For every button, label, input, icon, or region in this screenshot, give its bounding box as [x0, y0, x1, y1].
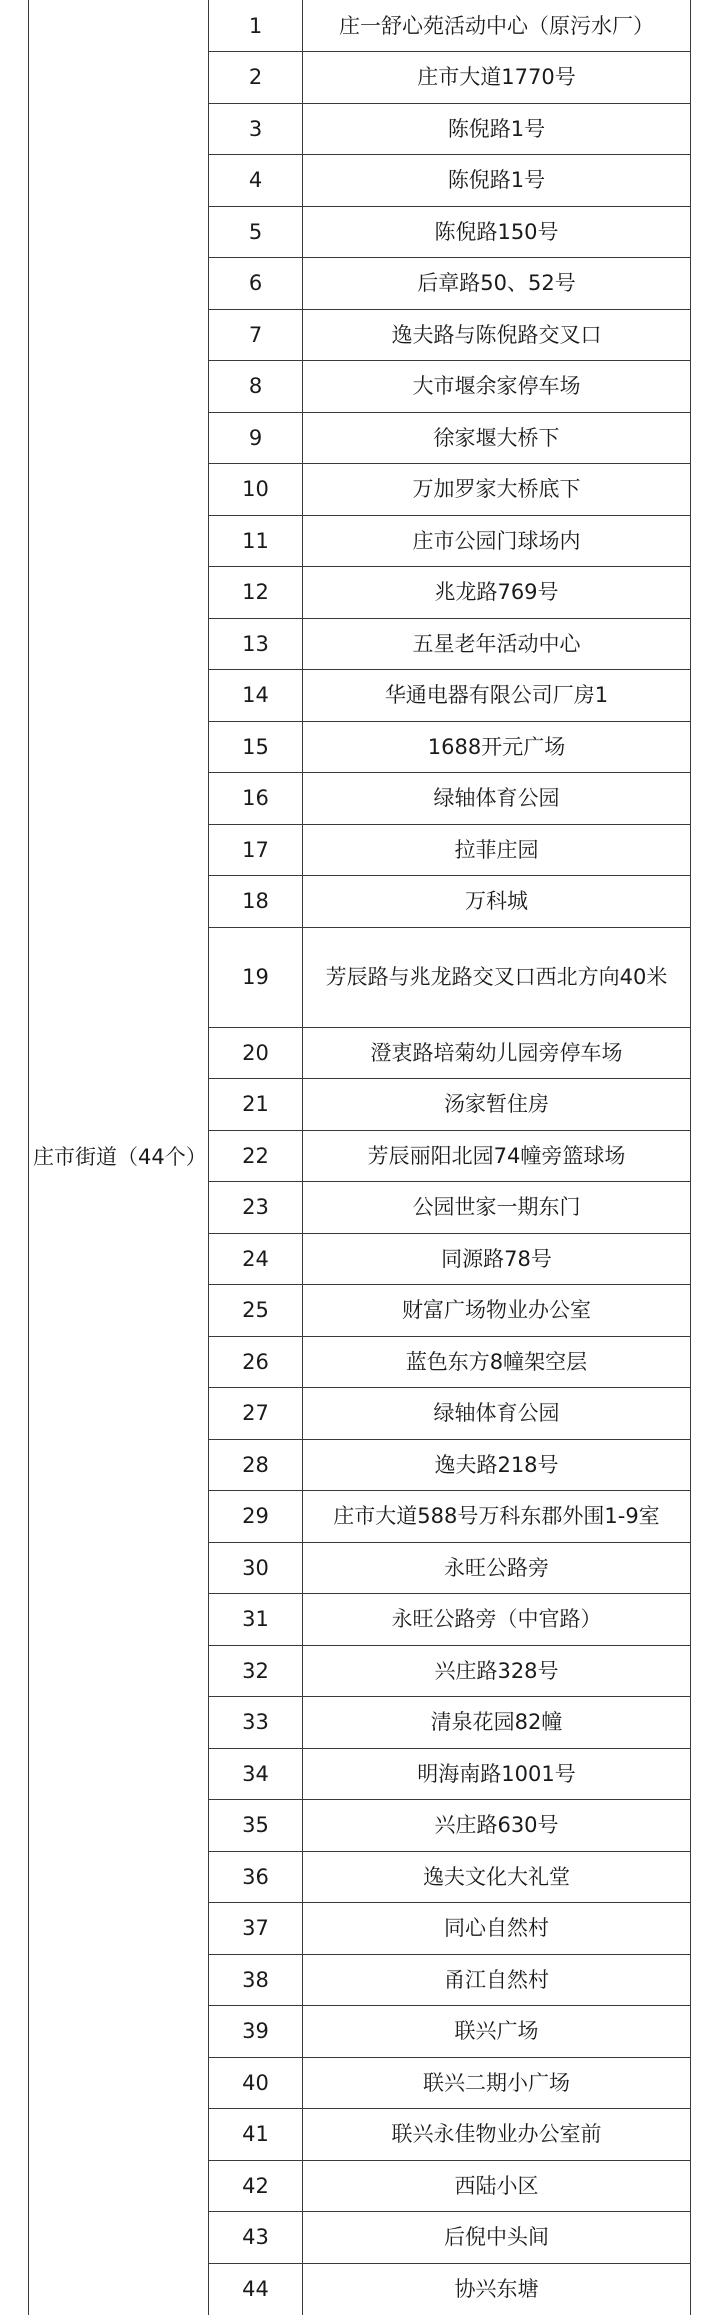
address-cell: 兴庄路328号	[303, 1645, 691, 1697]
address-cell: 逸夫文化大礼堂	[303, 1851, 691, 1903]
address-cell: 协兴东塘	[303, 2263, 691, 2315]
row-number-cell: 37	[209, 1903, 303, 1955]
row-number-cell: 23	[209, 1182, 303, 1234]
row-number-cell: 40	[209, 2057, 303, 2109]
address-cell: 逸夫路与陈倪路交叉口	[303, 309, 691, 361]
address-cell: 庄一舒心苑活动中心（原污水厂）	[303, 0, 691, 52]
address-cell: 清泉花园82幢	[303, 1697, 691, 1749]
row-number-cell: 41	[209, 2109, 303, 2161]
address-cell: 绿轴体育公园	[303, 1388, 691, 1440]
row-number-cell: 16	[209, 773, 303, 825]
address-cell: 联兴二期小广场	[303, 2057, 691, 2109]
row-number-cell: 12	[209, 567, 303, 619]
row-number-cell: 30	[209, 1542, 303, 1594]
site-list-table	[28, 0, 691, 2315]
row-number-cell: 3	[209, 103, 303, 155]
address-cell: 蓝色东方8幢架空层	[303, 1336, 691, 1388]
row-number-cell: 32	[209, 1645, 303, 1697]
row-number-cell: 2	[209, 52, 303, 104]
row-number-cell: 6	[209, 258, 303, 310]
address-cell: 芳辰路与兆龙路交叉口西北方向40米	[303, 927, 691, 1027]
row-number-cell: 34	[209, 1748, 303, 1800]
address-cell: 后章路50、52号	[303, 258, 691, 310]
address-cell: 大市堰余家停车场	[303, 361, 691, 413]
address-cell: 永旺公路旁（中官路）	[303, 1594, 691, 1646]
address-cell: 联兴永佳物业办公室前	[303, 2109, 691, 2161]
address-cell: 五星老年活动中心	[303, 618, 691, 670]
row-number-cell: 21	[209, 1079, 303, 1131]
address-cell: 甬江自然村	[303, 1954, 691, 2006]
site-list-body	[29, 0, 691, 2315]
address-cell: 陈倪路1号	[303, 103, 691, 155]
address-cell: 兴庄路630号	[303, 1800, 691, 1852]
row-number-cell: 19	[209, 927, 303, 1027]
address-cell: 逸夫路218号	[303, 1439, 691, 1491]
row-number-cell: 31	[209, 1594, 303, 1646]
row-number-cell: 1	[209, 0, 303, 52]
row-number-cell: 27	[209, 1388, 303, 1440]
row-number-cell: 33	[209, 1697, 303, 1749]
address-cell: 徐家堰大桥下	[303, 412, 691, 464]
address-cell: 同心自然村	[303, 1903, 691, 1955]
row-number-cell: 9	[209, 412, 303, 464]
district-cell: 庄市街道（44个）	[29, 0, 209, 2315]
row-number-cell: 15	[209, 721, 303, 773]
row-number-cell: 18	[209, 876, 303, 928]
address-cell: 后倪中头间	[303, 2212, 691, 2264]
address-cell: 同源路78号	[303, 1233, 691, 1285]
row-number-cell: 25	[209, 1285, 303, 1337]
address-cell: 拉菲庄园	[303, 824, 691, 876]
address-cell: 永旺公路旁	[303, 1542, 691, 1594]
address-cell: 财富广场物业办公室	[303, 1285, 691, 1337]
row-number-cell: 8	[209, 361, 303, 413]
address-cell: 明海南路1001号	[303, 1748, 691, 1800]
address-cell: 庄市公园门球场内	[303, 515, 691, 567]
row-number-cell: 17	[209, 824, 303, 876]
row-number-cell: 22	[209, 1130, 303, 1182]
table-row	[29, 0, 691, 52]
address-cell: 华通电器有限公司厂房1	[303, 670, 691, 722]
row-number-cell: 13	[209, 618, 303, 670]
address-cell: 陈倪路1号	[303, 155, 691, 207]
row-number-cell: 20	[209, 1027, 303, 1079]
address-cell: 庄市大道1770号	[303, 52, 691, 104]
address-cell: 汤家暂住房	[303, 1079, 691, 1131]
row-number-cell: 11	[209, 515, 303, 567]
address-cell: 公园世家一期东门	[303, 1182, 691, 1234]
address-cell: 兆龙路769号	[303, 567, 691, 619]
row-number-cell: 26	[209, 1336, 303, 1388]
address-cell: 1688开元广场	[303, 721, 691, 773]
address-cell: 万科城	[303, 876, 691, 928]
row-number-cell: 4	[209, 155, 303, 207]
row-number-cell: 39	[209, 2006, 303, 2058]
address-cell: 庄市大道588号万科东郡外围1-9室	[303, 1491, 691, 1543]
row-number-cell: 24	[209, 1233, 303, 1285]
row-number-cell: 10	[209, 464, 303, 516]
address-cell: 澄衷路培菊幼儿园旁停车场	[303, 1027, 691, 1079]
row-number-cell: 28	[209, 1439, 303, 1491]
address-cell: 西陆小区	[303, 2160, 691, 2212]
row-number-cell: 42	[209, 2160, 303, 2212]
address-cell: 陈倪路150号	[303, 206, 691, 258]
row-number-cell: 38	[209, 1954, 303, 2006]
row-number-cell: 36	[209, 1851, 303, 1903]
row-number-cell: 29	[209, 1491, 303, 1543]
row-number-cell: 7	[209, 309, 303, 361]
address-cell: 绿轴体育公园	[303, 773, 691, 825]
row-number-cell: 14	[209, 670, 303, 722]
row-number-cell: 43	[209, 2212, 303, 2264]
address-cell: 万加罗家大桥底下	[303, 464, 691, 516]
row-number-cell: 44	[209, 2263, 303, 2315]
row-number-cell: 35	[209, 1800, 303, 1852]
address-cell: 芳辰丽阳北园74幢旁篮球场	[303, 1130, 691, 1182]
row-number-cell: 5	[209, 206, 303, 258]
address-cell: 联兴广场	[303, 2006, 691, 2058]
